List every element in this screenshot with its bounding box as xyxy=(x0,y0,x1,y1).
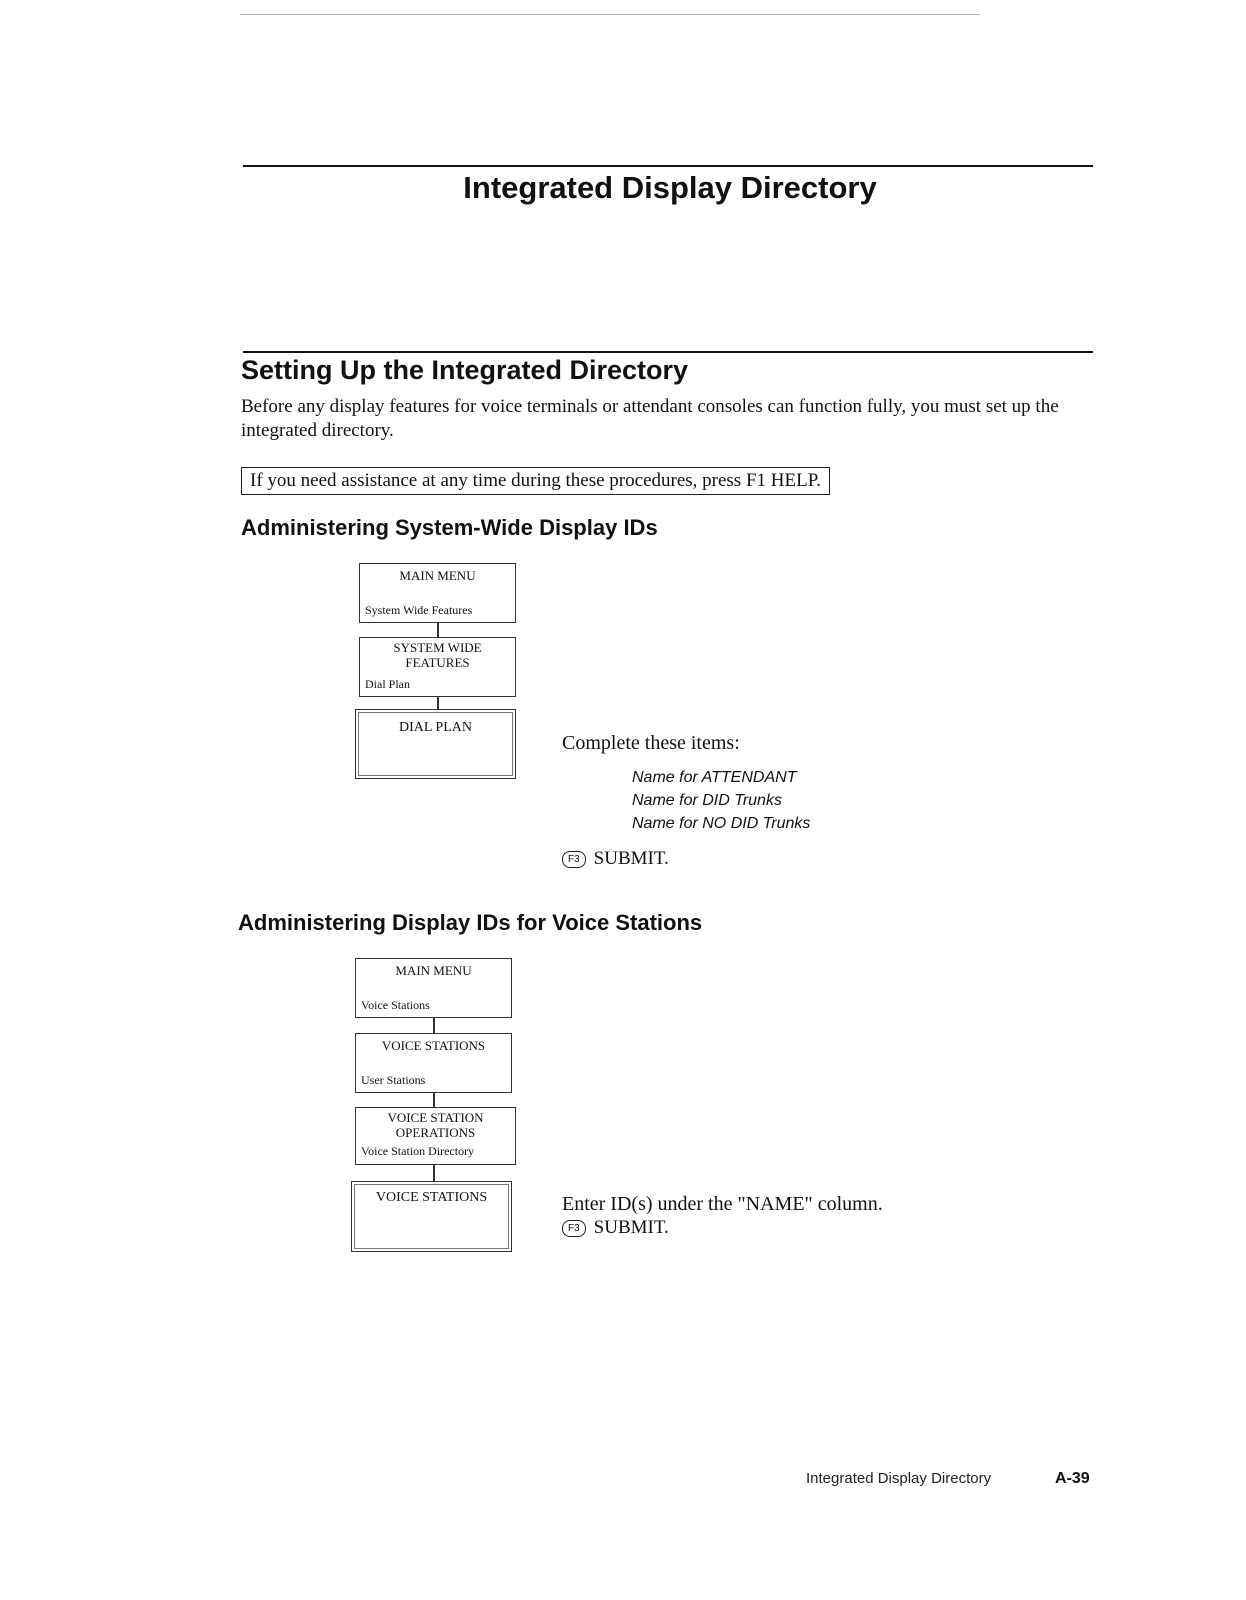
flow-connector xyxy=(437,623,439,637)
menu-box-title: VOICE STATIONS xyxy=(375,1190,488,1205)
flow-connector xyxy=(437,697,439,709)
menu-box-voice-stations-final xyxy=(351,1181,512,1252)
scan-artifact xyxy=(240,14,980,15)
procedure2-heading: Administering Display IDs for Voice Stations xyxy=(238,910,703,935)
flow-connector xyxy=(433,1018,435,1033)
menu-box-dial-plan xyxy=(355,709,516,779)
menu-box-title: VOICE STATIONS xyxy=(381,1038,486,1053)
procedure1-items xyxy=(632,766,810,835)
procedure1-submit-line xyxy=(562,847,669,871)
menu-box-option: Voice Station Directory xyxy=(361,1144,475,1158)
f3-key-icon: F3 xyxy=(562,851,586,868)
page-number: A-39 xyxy=(1055,1470,1090,1487)
submit-text: SUBMIT. xyxy=(593,1217,669,1238)
menu-box-voice-station-operations xyxy=(355,1107,516,1165)
menu-box-option: Voice Stations xyxy=(361,998,430,1012)
menu-box-system-wide-features xyxy=(359,637,516,697)
help-note: If you need assistance at any time during these procedures, press F1 HELP. xyxy=(241,467,830,495)
menu-box-option: User Stations xyxy=(361,1073,426,1087)
footer-title: Integrated Display Directory xyxy=(806,1470,992,1487)
flow-connector xyxy=(433,1093,435,1107)
procedure2-instruction: Enter ID(s) under the "NAME" column. xyxy=(562,1193,883,1215)
menu-box-voice-stations xyxy=(355,1033,512,1093)
menu-box-title: SYSTEM WIDE FEATURES xyxy=(393,640,482,670)
flow-connector xyxy=(433,1165,435,1181)
menu-box-option: Dial Plan xyxy=(365,677,410,691)
f3-key-icon: F3 xyxy=(562,1220,586,1237)
submit-text: SUBMIT. xyxy=(593,848,669,869)
menu-box-title: DIAL PLAN xyxy=(399,720,472,735)
procedure1-instruction: Complete these items: xyxy=(562,732,740,754)
item-name-attendant: Name for ATTENDANT xyxy=(632,769,797,786)
menu-box-main-menu-2 xyxy=(355,958,512,1018)
procedure1-heading: Administering System-Wide Display IDs xyxy=(241,515,658,540)
intro-text: Before any display features for voice terminals or attendant consoles can function fully, you must set up the integrated directory. xyxy=(241,396,1059,441)
menu-box-option: System Wide Features xyxy=(365,603,473,617)
item-name-did-trunks: Name for DID Trunks xyxy=(632,792,782,809)
item-name-no-did-trunks: Name for NO DID Trunks xyxy=(632,815,811,832)
menu-box-main-menu xyxy=(359,563,516,623)
procedure2-submit-line xyxy=(562,1216,669,1240)
chapter-title: Integrated Display Directory xyxy=(463,170,877,205)
menu-box-title: MAIN MENU xyxy=(399,568,476,583)
section-rule xyxy=(243,351,1093,353)
title-rule xyxy=(243,165,1093,167)
menu-box-title: MAIN MENU xyxy=(395,963,472,978)
menu-box-title: VOICE STATION OPERATIONS xyxy=(387,1110,484,1140)
section-title: Setting Up the Integrated Directory xyxy=(241,355,689,385)
